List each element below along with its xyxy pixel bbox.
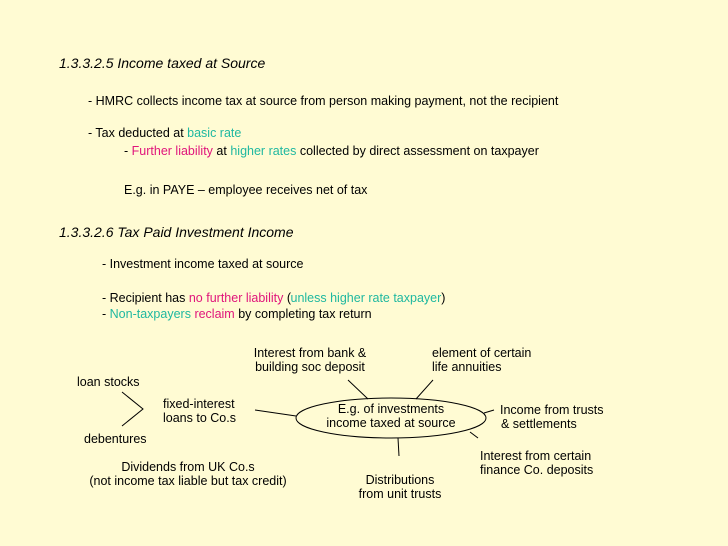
trusts-line1: Income from trusts	[500, 403, 604, 417]
non-taxpayers-term: Non-taxpayers	[109, 307, 191, 321]
center-node-label	[326, 402, 456, 430]
connector-trusts	[484, 410, 494, 413]
center-line2: income taxed at source	[326, 416, 456, 430]
finance-node-label	[480, 449, 593, 477]
bracket	[122, 392, 143, 426]
unit-trusts-node-label	[350, 473, 450, 501]
annuities-line2: life annuities	[432, 360, 502, 374]
trusts-node-label	[500, 403, 604, 431]
connector-bank	[348, 380, 368, 399]
unit-line2: from unit trusts	[358, 487, 442, 501]
fixed-interest-node-label	[163, 397, 236, 425]
dividends-line1: Dividends from UK Co.s	[121, 460, 255, 474]
bullet2-prefix: - Tax deducted at	[88, 126, 184, 140]
bank-line1: Interest from bank &	[253, 346, 367, 360]
center-line1: E.g. of investments	[337, 402, 445, 416]
open-paren: (	[286, 291, 292, 305]
basic-rate-term: basic rate	[187, 126, 242, 140]
unless-higher-rate-term: unless higher rate taxpayer	[290, 291, 442, 305]
fixed-line2: loans to Co.s	[163, 411, 236, 425]
further-liability-term: Further liability	[131, 144, 213, 158]
finance-line2: finance Co. deposits	[480, 463, 594, 477]
dividends-line2: (not income tax liable but tax credit)	[89, 474, 287, 488]
bullet3-dash: -	[102, 307, 107, 321]
trusts-line2: & settlements	[501, 417, 577, 431]
section1-heading: 1.3.3.2.5 Income taxed at Source	[59, 55, 266, 71]
bullet3-rest: by completing tax return	[238, 307, 372, 321]
sub-dash: -	[124, 144, 129, 158]
unit-line1: Distributions	[365, 473, 435, 487]
section1-example: E.g. in PAYE – employee receives net of tax	[124, 183, 368, 197]
sub-rest: collected by direct assessment on taxpayer	[299, 144, 539, 158]
section1-bullet1: - HMRC collects income tax at source from person making payment, not the recipient	[88, 94, 559, 108]
bullet2-prefix: - Recipient has	[102, 291, 186, 305]
section2-heading: 1.3.3.2.6 Tax Paid Investment Income	[59, 224, 294, 240]
connector-unit	[398, 438, 399, 456]
loan-stocks-label: loan stocks	[77, 375, 140, 389]
close-paren: )	[441, 291, 446, 305]
bank-line2: building soc deposit	[255, 360, 365, 374]
fixed-line1: fixed-interest	[163, 397, 235, 411]
section2-bullet1: - Investment income taxed at source	[102, 257, 304, 271]
higher-rates-term: higher rates	[230, 144, 297, 158]
connector-annuities	[416, 380, 433, 399]
sub-at: at	[216, 144, 227, 158]
annuities-line1: element of certain	[432, 346, 532, 360]
bank-node-label	[240, 346, 380, 374]
connector-finance	[470, 432, 478, 438]
debentures-label: debentures	[84, 432, 147, 446]
reclaim-term: reclaim	[194, 307, 235, 321]
no-further-liability-term: no further liability	[188, 291, 284, 305]
connector-fixed	[255, 410, 296, 416]
finance-line1: Interest from certain	[480, 449, 592, 463]
dividends-node-label	[64, 460, 312, 488]
annuities-node-label	[432, 346, 531, 374]
